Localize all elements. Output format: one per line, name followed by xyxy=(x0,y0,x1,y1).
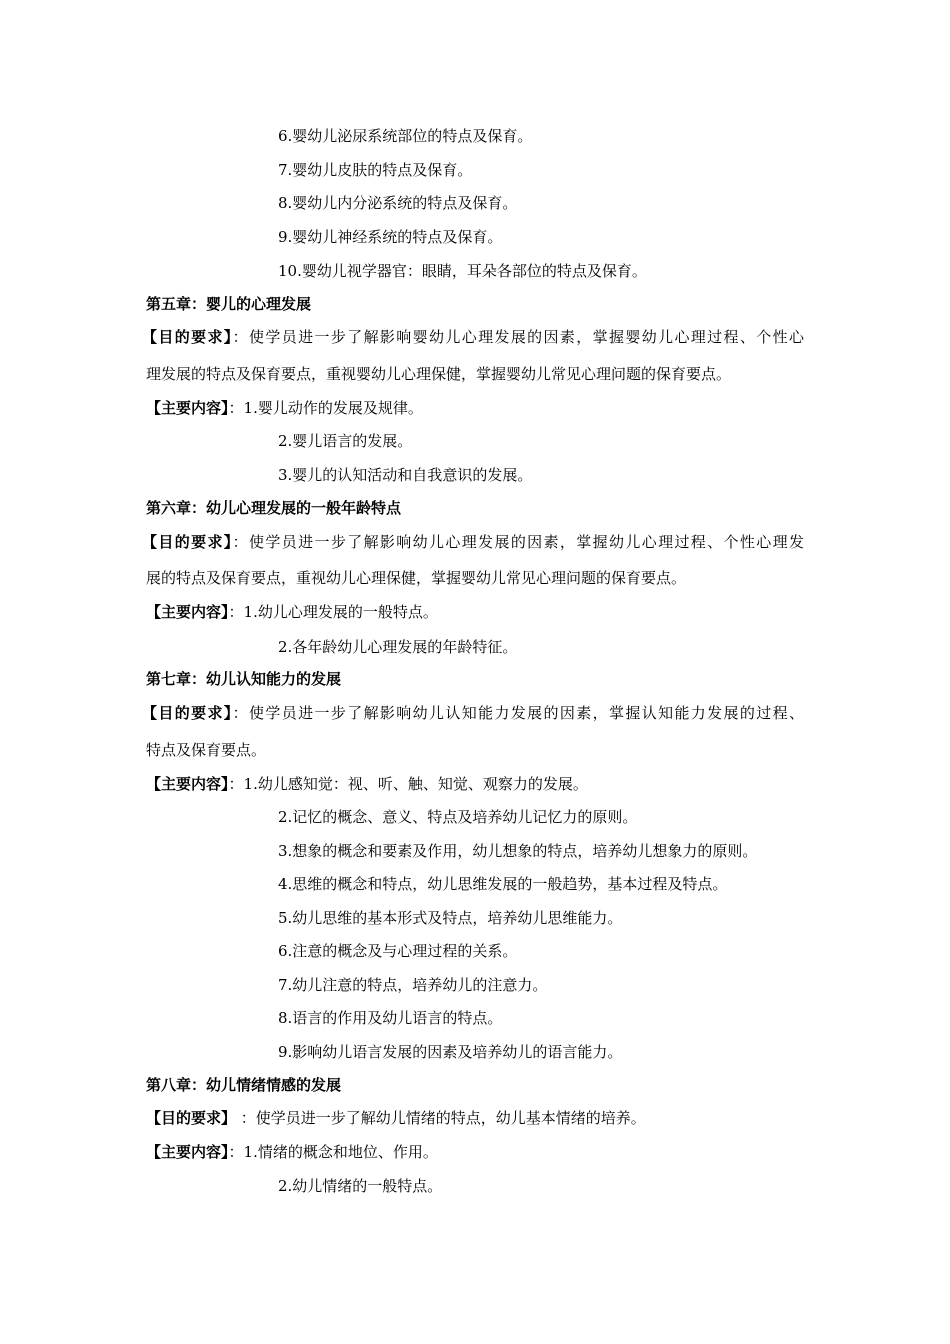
list-item: 1.情绪的概念和地位、作用。 xyxy=(243,1143,438,1161)
list-item: 5.幼儿思维的基本形式及特点，培养幼儿思维能力。 xyxy=(278,909,623,927)
list-item: 6.注意的概念及与心理过程的关系。 xyxy=(278,942,518,960)
chapter-8-title: 第八章：幼儿情绪情感的发展 xyxy=(146,1076,342,1094)
list-item: 7.婴幼儿皮肤的特点及保育。 xyxy=(278,161,473,179)
requirement-label: 【目的要求】 xyxy=(142,704,233,722)
list-item: 2.记忆的概念、意义、特点及培养幼儿记忆力的原则。 xyxy=(278,808,638,826)
list-item: 8.婴幼儿内分泌系统的特点及保育。 xyxy=(278,194,518,212)
list-item: 2.幼儿情绪的一般特点。 xyxy=(278,1177,443,1195)
list-item: 1.婴儿动作的发展及规律。 xyxy=(243,399,423,417)
content-label: 【主要内容】 xyxy=(146,775,229,793)
content-separator: ： xyxy=(228,399,244,417)
requirement-label: 【目的要求】 xyxy=(142,328,233,346)
chapter-5-requirement-line xyxy=(142,327,804,347)
requirement-text: ：使学员进一步了解影响幼儿认知能力发展的因素，掌握认知能力发展的过程、 xyxy=(232,704,804,722)
list-item: 6.婴幼儿泌尿系统部位的特点及保育。 xyxy=(278,127,533,145)
chapter-7-requirement-line-2: 特点及保育要点。 xyxy=(146,741,267,759)
list-item: 7.幼儿注意的特点，培养幼儿的注意力。 xyxy=(278,976,548,994)
requirement-label: 【目的要求】 xyxy=(146,1109,237,1127)
list-item: 10.婴幼儿视学器官：眼睛，耳朵各部位的特点及保育。 xyxy=(278,262,647,280)
requirement-text: ：使学员进一步了解幼儿情绪的特点，幼儿基本情绪的培养。 xyxy=(236,1109,646,1127)
list-item: 3.想象的概念和要素及作用，幼儿想象的特点，培养幼儿想象力的原则。 xyxy=(278,842,758,860)
chapter-7-content-line xyxy=(146,774,588,794)
list-item: 9.影响幼儿语言发展的因素及培养幼儿的语言能力。 xyxy=(278,1043,623,1061)
requirement-text: ：使学员进一步了解影响婴幼儿心理发展的因素，掌握婴幼儿心理过程、个性心 xyxy=(232,328,804,346)
list-item: 2.各年龄幼儿心理发展的年龄特征。 xyxy=(278,638,518,656)
list-item: 8.语言的作用及幼儿语言的特点。 xyxy=(278,1009,503,1027)
requirement-label: 【目的要求】 xyxy=(142,533,233,551)
chapter-7-requirement-line xyxy=(142,703,804,723)
chapter-5-content-line xyxy=(146,398,423,418)
content-separator: ： xyxy=(228,775,244,793)
content-label: 【主要内容】 xyxy=(146,603,229,621)
content-label: 【主要内容】 xyxy=(146,399,229,417)
requirement-text: ：使学员进一步了解影响幼儿心理发展的因素，掌握幼儿心理过程、个性心理发 xyxy=(232,533,804,551)
list-item: 2.婴儿语言的发展。 xyxy=(278,432,413,450)
list-item: 1.幼儿心理发展的一般特点。 xyxy=(243,603,438,621)
chapter-6-requirement-line xyxy=(142,532,804,552)
chapter-8-requirement-line xyxy=(146,1108,646,1128)
chapter-8-content-line xyxy=(146,1142,438,1162)
chapter-7-title: 第七章：幼儿认知能力的发展 xyxy=(146,670,342,688)
list-item: 4.思维的概念和特点，幼儿思维发展的一般趋势，基本过程及特点。 xyxy=(278,875,728,893)
chapter-6-content-line xyxy=(146,602,438,622)
list-item: 9.婴幼儿神经系统的特点及保育。 xyxy=(278,228,503,246)
content-label: 【主要内容】 xyxy=(146,1143,229,1161)
list-item: 1.幼儿感知觉：视、听、触、知觉、观察力的发展。 xyxy=(243,775,588,793)
chapter-6-requirement-line-2: 展的特点及保育要点，重视幼儿心理保健，掌握婴幼儿常见心理问题的保育要点。 xyxy=(146,569,687,587)
chapter-5-requirement-line-2: 理发展的特点及保育要点，重视婴幼儿心理保健，掌握婴幼儿常见心理问题的保育要点。 xyxy=(146,365,732,383)
content-separator: ： xyxy=(228,603,244,621)
list-item: 3.婴儿的认知活动和自我意识的发展。 xyxy=(278,466,533,484)
content-separator: ： xyxy=(228,1143,244,1161)
chapter-5-title: 第五章：婴儿的心理发展 xyxy=(146,295,312,313)
chapter-6-title: 第六章：幼儿心理发展的一般年龄特点 xyxy=(146,499,402,517)
